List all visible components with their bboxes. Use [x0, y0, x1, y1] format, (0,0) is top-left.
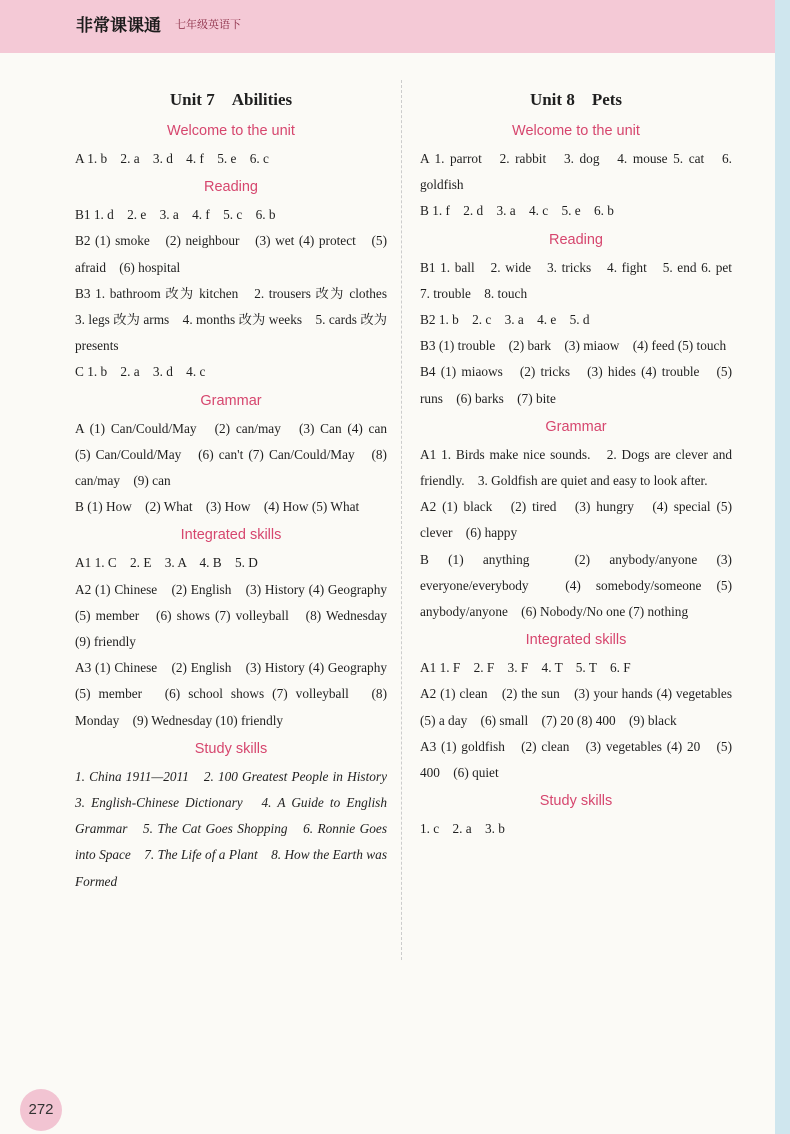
answer-line: 1. China 1911—2011 2. 100 Greatest People in History 3. English-Chinese Dictionary 4. A Guide to English Grammar 5. The Cat Goes Shopping 6. Ronnie Goes into Space 7. The Life of a Plant 8. How the Earth was Formed [75, 768, 401, 889]
answer-line: B2 (1) smoke (2) neighbour (3) wet (4) protect (5) afraid (6) hospital [75, 233, 387, 275]
answer-line: B2 1. b 2. c 3. a 4. e 5. d [420, 312, 590, 328]
answer-line: 1. c 2. a 3. b [420, 821, 505, 837]
section-title: Reading [203, 179, 258, 196]
answer-line: A 1. parrot 2. rabbit 3. dog 4. mouse 5. cat 6. goldfish [420, 151, 732, 193]
answer-line: A (1) Can/Could/May (2) can/may (3) Can (4) can (5) Can/Could/May (6) can't (7) Can/Could/May (8) can/may (9) can [75, 420, 401, 489]
answer-line: A1 1. F 2. F 3. F 4. T 5. T 6. F [420, 660, 631, 676]
section-title: Welcome to the unit [512, 123, 640, 139]
answer-line: B1 1. d 2. e 3. a 4. f 5. c 6. b [75, 207, 276, 223]
section-title: Grammar [200, 392, 262, 409]
answer-line: B3 1. bathroom 改为 kitchen 2. trousers 改为 clothes 3. legs 改为 arms 4. months 改为 weeks 5. cards 改为 presents [75, 285, 401, 354]
answer-line: B 1. f 2. d 3. a 4. c 5. e 6. b [420, 203, 614, 219]
answer-line: B1 1. ball 2. wide 3. tricks 4. fight 5. end 6. pet 7. trouble 8. touch [420, 259, 746, 301]
right-column [420, 84, 746, 842]
side-strip [775, 0, 790, 1134]
section-title: Integrated skills [180, 527, 282, 544]
answer-line: A3 (1) Chinese (2) English (3) History (4) Geography (5) member (6) school shows (7) volleyball (8) Monday (9) Wednesday (10) friendly [75, 660, 401, 728]
answer-line: A2 (1) clean (2) the sun (3) your hands (4) vegetables (5) a day (6) small (7) 20 (8) 400 (9) black [420, 686, 746, 728]
answer-line: C 1. b 2. a 3. d 4. c [75, 364, 206, 380]
answer-line: B (1) anything (2) anybody/anyone (3) everyone/everybody (4) somebody/someone (5) anybody/anyone (6) Nobody/No one (7) nothing [420, 551, 732, 620]
answer-line: A 1. b 2. a 3. d 4. f 5. e 6. c [75, 151, 269, 166]
answer-line: A2 (1) Chinese (2) English (3) History (4) Geography (5) member (6) shows (7) volleyball (8) Wednesday (9) friendly [75, 581, 401, 650]
answer-line: A1 1. Birds make nice sounds. 2. Dogs are clever and friendly. 3. Goldfish are quiet and easy to look after. [420, 446, 732, 489]
section-title: Grammar [545, 418, 607, 435]
page-header [0, 0, 775, 53]
section-title: Study skills [194, 740, 268, 757]
book-subtitle: 七年级英语下 [175, 18, 241, 31]
answer-line: A3 (1) goldfish (2) clean (3) vegetables (4) 20 (5) 400 (6) quiet [420, 738, 732, 781]
answer-line: B3 (1) trouble (2) bark (3) miaow (4) feed (5) touch [420, 338, 727, 354]
answer-line: B (1) How (2) What (3) How (4) How (5) What [75, 499, 360, 515]
column-divider [401, 80, 402, 960]
section-title: Integrated skills [525, 632, 627, 649]
page-number: 272 [20, 1089, 62, 1131]
section-title: Reading [548, 231, 603, 248]
answer-line: A2 (1) black (2) tired (3) hungry (4) special (5) clever (6) happy [420, 499, 732, 541]
unit-title: Unit 8 Pets [529, 90, 623, 109]
answer-line: B4 (1) miaows (2) tricks (3) hides (4) trouble (5) runs (6) barks (7) bite [420, 364, 732, 406]
brand-title: 非常课课通 [76, 16, 161, 36]
section-title: Study skills [539, 793, 613, 810]
unit-title: Unit 7 Abilities [169, 90, 293, 109]
section-title: Welcome to the unit [167, 123, 295, 139]
answer-line: A1 1. C 2. E 3. A 4. B 5. D [75, 555, 258, 571]
left-column [75, 84, 401, 895]
